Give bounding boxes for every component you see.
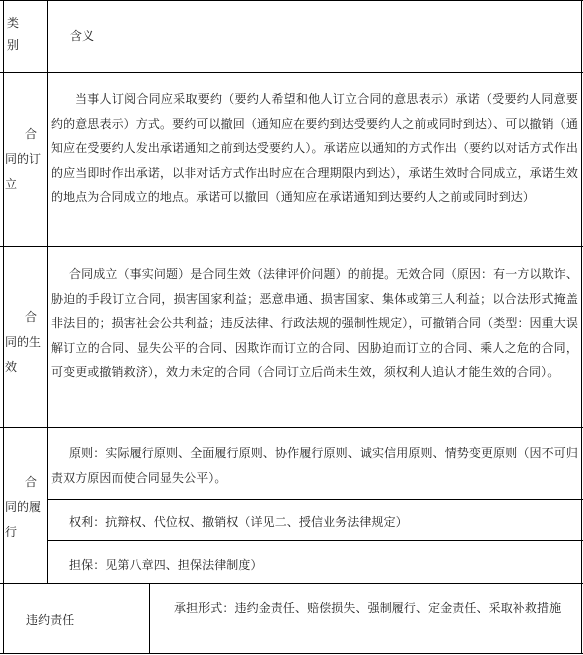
sub-row-divider (47, 499, 583, 500)
row-divider (0, 583, 583, 584)
category-text: 合同的履行 (5, 475, 42, 539)
paragraph: 原则：实际履行原则、全面履行原则、协作履行原则、诚实信用原则、情势变更原则（因不可归责双方原因而使合同显失公平）。 (51, 446, 578, 485)
column-divider (149, 583, 150, 654)
paragraph: 合同成立（事实问题）是合同生效（法律评价问题）的前提。无效合同（原因：有一方以欺诈、胁迫的手段订立合同，损害国家利益；恶意串通、损害国家、集体或第三人利益；以合法形式掩盖非法目的；损害社会公共利益；违反法律、行政法规的强制性规定），可撤销合同（类型：因重大误解订立的合同、显失公平的合同、因欺诈而订立的合同、因胁迫而订立的合同、乘人之危的合同，可变更或撤销救济），效力未定的合同（合同订立后尚未生效，须权利人追认才能生效的合同）。 (51, 267, 578, 379)
sub-row-divider (47, 540, 583, 541)
column-divider (47, 0, 48, 584)
table-border-bottom (0, 653, 583, 654)
row-divider (0, 427, 583, 428)
table-border-left (3, 0, 4, 654)
row-divider (0, 72, 583, 73)
header-meaning (70, 24, 94, 49)
table-border-right (581, 0, 582, 654)
paragraph: 当事人订阅合同应采取要约（要约人希望和他人订立合同的意思表示）承诺（受要约人同意要约的意思表示）方式。要约可以撤回（通知应在要约到达受要约人之前或同时到达）、可以撤销（通知应在受要约人发出承诺通知之前到达受要约人）。承诺应以通知的方式作出（要约以对话方式作出的应当即时作出承诺，以非对话方式作出时应在合理期限内到达），承诺生效时合同成立，承诺生效的地点为合同成立的地点。承诺可以撤回（通知应在承诺通知到达要约人之前或同时到达） (51, 92, 578, 204)
category-breach-liability (26, 608, 74, 633)
category-text: 合同的订立 (5, 127, 42, 191)
header-meaning-text: 含义 (70, 29, 95, 43)
content-contract-formation (51, 87, 578, 210)
category-text: 违约责任 (26, 613, 75, 627)
paragraph: 权利：抗辩权、代位权、撤销权（详见二、授信业务法律规定） (69, 515, 408, 529)
content-performance-guarantee (51, 553, 578, 578)
content-performance-rights (51, 510, 578, 535)
paragraph: 承担形式：违约金责任、赔偿损失、强制履行、定金责任、采取补救措施 (174, 601, 562, 615)
category-contract-performance (5, 470, 43, 545)
row-divider (0, 246, 583, 247)
table-border-top (0, 0, 583, 1)
category-contract-effect (5, 305, 43, 380)
header-category (4, 12, 40, 56)
content-contract-effect (51, 262, 578, 385)
category-text: 合同的生效 (5, 310, 42, 374)
content-performance-principles (51, 441, 578, 490)
header-category-text: 类别 (7, 16, 28, 52)
content-breach-liability (152, 596, 579, 621)
category-contract-formation (5, 122, 43, 197)
paragraph: 担保：见第八章四、担保法律制度） (69, 558, 263, 572)
